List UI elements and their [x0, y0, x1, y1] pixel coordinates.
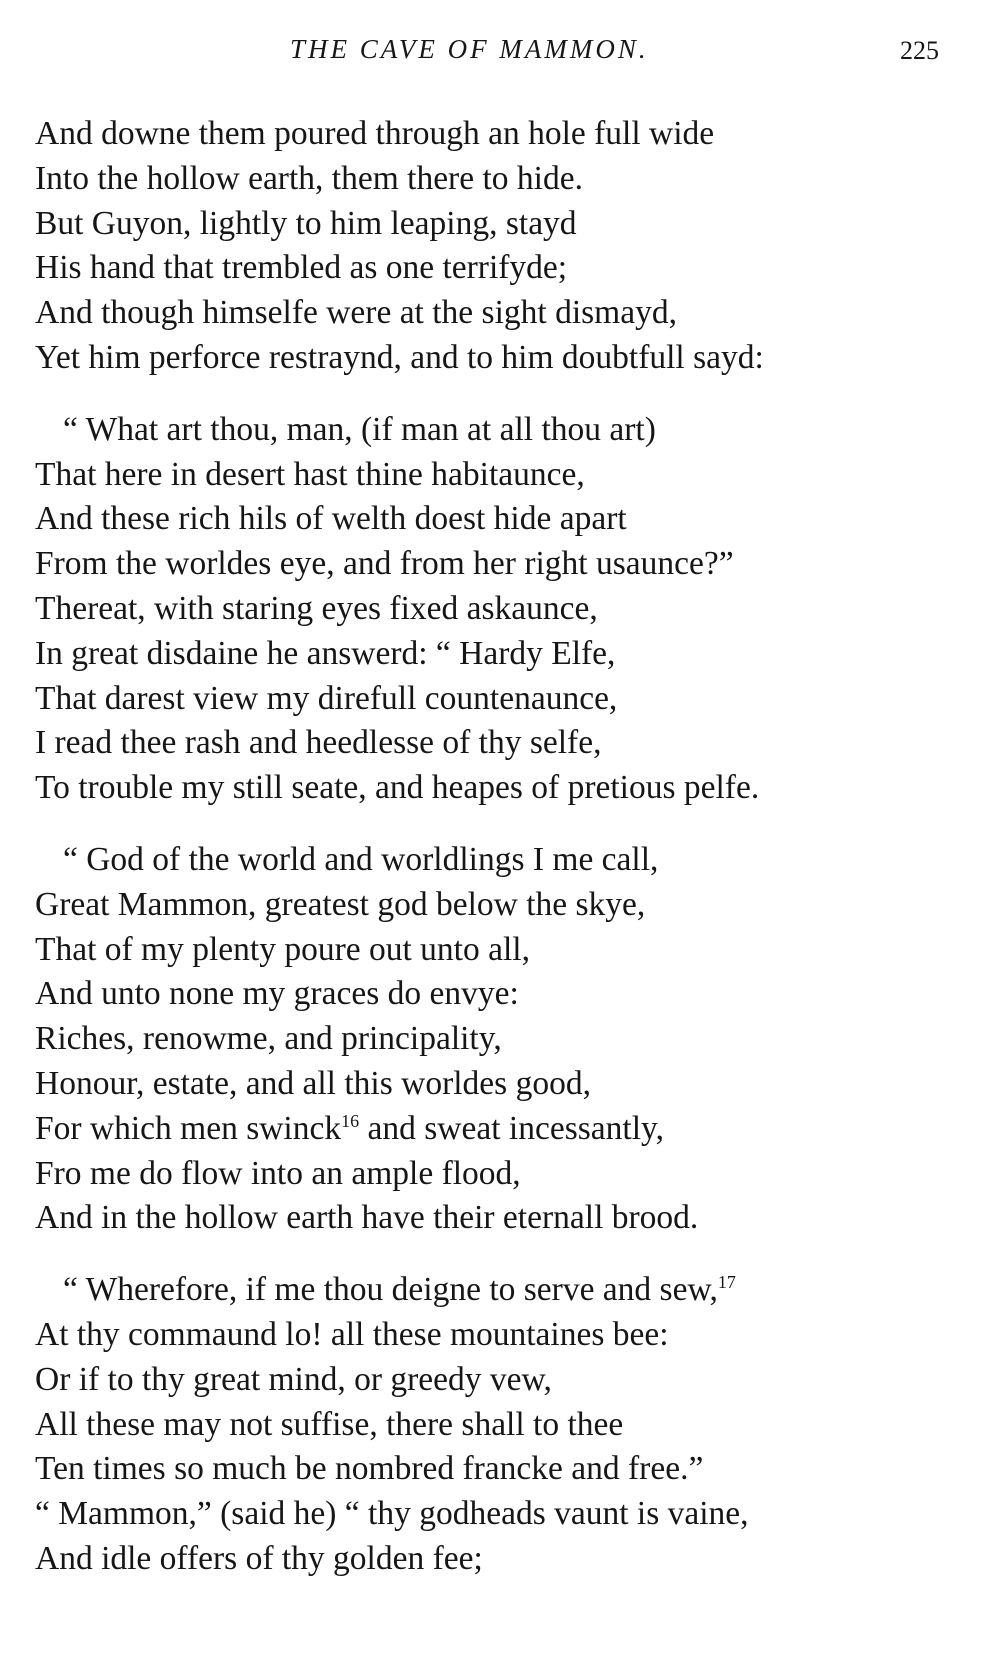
verse-line: [35, 1107, 975, 1152]
verse-line: And idle offers of thy golden fee;: [35, 1539, 483, 1577]
verse-line: And unto none my graces do envye:: [35, 975, 519, 1013]
footnote-marker: 17: [717, 1271, 736, 1292]
footnote-marker: 16: [341, 1110, 360, 1131]
verse-text: For which men swinck: [35, 1109, 342, 1147]
verse-line: His hand that trembled as one terrifyde;: [35, 249, 568, 287]
verse-text: and sweat incessantly,: [359, 1109, 664, 1147]
verse-line: Great Mammon, greatest god below the skye,: [35, 885, 646, 923]
verse-line: Or if to thy great mind, or greedy vew,: [35, 1360, 552, 1398]
verse-line: And in the hollow earth have their eternall brood.: [35, 1199, 699, 1237]
page-header: [0, 30, 1000, 70]
verse-line: That of my plenty poure out unto all,: [35, 930, 530, 968]
page-number: 225: [900, 36, 939, 65]
verse-line: Into the hollow earth, them there to hide.: [35, 159, 583, 197]
verse-line: And downe them poured through an hole full wide: [35, 115, 715, 152]
verse-line: And though himselfe were at the sight dismayd,: [35, 294, 677, 332]
verse-line: To trouble my still seate, and heapes of pretious pelfe.: [35, 769, 760, 807]
verse-line: Ten times so much be nombred francke and free.”: [35, 1450, 704, 1488]
verse-line: I read thee rash and heedlesse of thy selfe,: [35, 724, 602, 762]
verse-line: From the worldes eye, and from her right usaunce?”: [35, 545, 734, 583]
verse-line: “ Mammon,” (said he) “ thy godheads vaunt is vaine,: [35, 1495, 749, 1533]
verse-line: Thereat, with staring eyes fixed askaunce,: [35, 589, 598, 627]
verse-line: That here in desert hast thine habitaunce,: [35, 455, 585, 493]
verse-line: “ God of the world and worldlings I me call,: [63, 840, 659, 878]
stanza-1: [35, 112, 975, 381]
verse-line: Riches, renowme, and principality,: [35, 1020, 502, 1058]
stanza-4: [35, 1268, 975, 1582]
verse-line: But Guyon, lightly to him leaping, stayd: [35, 204, 577, 242]
verse-text: “ Wherefore, if me thou deigne to serve and sew,: [63, 1271, 718, 1309]
poem-body: [35, 112, 975, 1609]
verse-line: At thy commaund lo! all these mountaines bee:: [35, 1315, 669, 1353]
verse-line: And these rich hils of welth doest hide apart: [35, 500, 627, 538]
verse-line: Fro me do flow into an ample flood,: [35, 1154, 521, 1192]
stanza-3: [35, 838, 975, 1241]
running-title: THE CAVE OF MAMMON.: [290, 34, 649, 64]
verse-line: “ What art thou, man, (if man at all thou art): [63, 410, 656, 448]
stanza-2: [35, 408, 975, 811]
verse-line: Honour, estate, and all this worldes good,: [35, 1064, 591, 1102]
verse-line: All these may not suffise, there shall to thee: [35, 1405, 624, 1443]
verse-line: In great disdaine he answerd: “ Hardy Elfe,: [35, 634, 616, 672]
verse-line: Yet him perforce restraynd, and to him doubtfull sayd:: [35, 338, 764, 376]
verse-line: [35, 1268, 975, 1313]
verse-line: That darest view my direfull countenaunce,: [35, 679, 618, 717]
